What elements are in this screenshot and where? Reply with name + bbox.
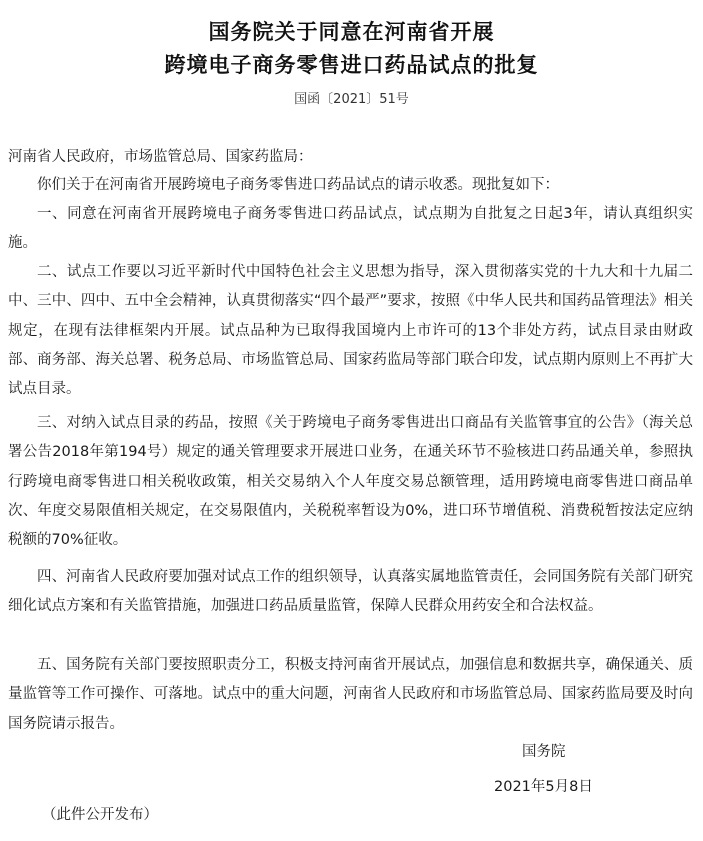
addressee: 河南省人民政府，市场监管总局、国家药监局： [8,149,313,165]
signer: 国务院 [522,744,566,760]
publication-note: （此件公开发布） [42,807,158,823]
paragraph-1: 一、同意在河南省开展跨境电子商务零售进口药品试点，试点期为自批复之日起3年，请认真组织实施。 [8,206,693,252]
document-number: 国函〔2021〕51号 [294,92,409,107]
paragraph-4: 四、河南省人民政府要加强对试点工作的组织领导，认真落实属地监管责任，会同国务院有关部门研究细化试点方案和有关监管措施，加强进口药品质量监管，保障人民群众用药安全和合法权益。 [8,569,693,615]
sign-date: 2021年5月8日 [494,779,593,795]
paragraph-5: 五、国务院有关部门要按照职责分工，积极支持河南省开展试点，加强信息和数据共享，确保通关、质量监管等工作可操作、可落地。试点中的重大问题，河南省人民政府和市场监管总局、国家药监局要及时向国务院请示报告。 [8,657,693,732]
document-title-line-1: 国务院关于同意在河南省开展 [208,19,495,44]
document-title-line-2: 跨境电子商务零售进口药品试点的批复 [164,52,539,77]
paragraph-3: 三、对纳入试点目录的药品，按照《关于跨境电子商务零售进出口商品有关监管事宜的公告》（海关总署公告2018年第194号）规定的通关管理要求开展进口业务，在通关环节不验核进口药品通关单，参照执行跨境电商零售进口相关税收政策，相关交易纳入个人年度交易总额管理，适用跨境电商零售进口商品单次、年度交易限值相关规定，在交易限值内，关税税率暂设为0%，进口环节增值税、消费税暂按法定应纳税额的70%征收。 [8,415,693,549]
paragraph-2: 二、试点工作要以习近平新时代中国特色社会主义思想为指导，深入贯彻落实党的十九大和十九届二中、三中、四中、五中全会精神，认真贯彻落实“四个最严”要求，按照《中华人民共和国药品管理法》相关规定，在现有法律框架内开展。试点品种为已取得我国境内上市许可的13个非处方药，试点目录由财政部、商务部、海关总署、税务总局、市场监管总局、国家药监局等部门联合印发，试点期内原则上不再扩大试点目录。 [8,264,693,398]
paragraph-intro: 你们关于在河南省开展跨境电子商务零售进口药品试点的请示收悉。现批复如下： [37,177,559,193]
